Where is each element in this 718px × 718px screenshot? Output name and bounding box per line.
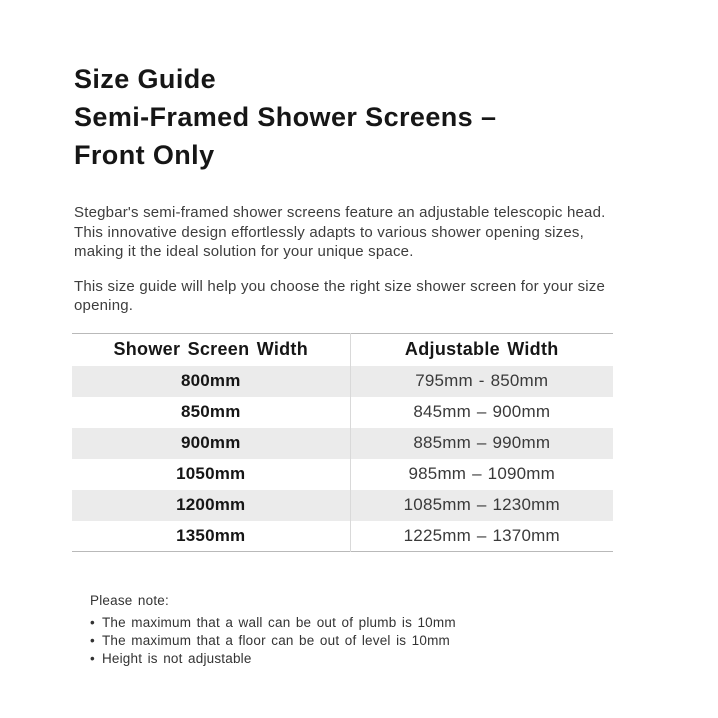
table-row (72, 428, 613, 459)
list-item (90, 650, 456, 668)
screen-width-cell: 900mm (72, 428, 350, 459)
size-table (72, 333, 613, 552)
intro-paragraph-2: This size guide will help you choose the right size shower screen for your size opening. (74, 277, 606, 314)
list-item (90, 614, 456, 632)
notes-section (90, 592, 456, 668)
adjustable-width-cell: 795mm - 850mm (415, 371, 549, 390)
adjustable-width-cell: 1085mm – 1230mm (403, 495, 560, 514)
intro-text (74, 203, 626, 316)
page-title-line-2: Semi-Framed Shower Screens – (74, 102, 497, 132)
page-title (74, 60, 674, 174)
adjustable-width-cell: 985mm – 1090mm (408, 464, 556, 483)
note-text: Height is not adjustable (101, 651, 252, 666)
page-title-line-1: Size Guide (74, 64, 217, 94)
bullet-icon: • (90, 615, 95, 630)
intro-paragraph-1: Stegbar's semi-framed shower screens feature an adjustable telescopic head. This innovative design effortlessly adapts to various shower opening sizes, making it the ideal solution for your unique space. (74, 204, 606, 260)
bullet-icon: • (90, 651, 95, 666)
note-text: The maximum that a wall can be out of plumb is 10mm (101, 615, 456, 630)
table-header-row (72, 334, 613, 366)
adjustable-width-cell: 845mm – 900mm (413, 402, 551, 421)
table-row (72, 397, 613, 428)
table-row (72, 521, 613, 552)
screen-width-cell: 850mm (72, 397, 350, 428)
screen-width-cell: 1350mm (72, 521, 350, 552)
adjustable-width-cell: 1225mm – 1370mm (403, 525, 560, 545)
list-item (90, 632, 456, 650)
column-header-screen-width: Shower Screen Width (72, 334, 350, 366)
screen-width-cell: 800mm (72, 366, 350, 397)
screen-width-cell: 1200mm (72, 490, 350, 521)
note-text: The maximum that a floor can be out of level is 10mm (101, 633, 450, 648)
table-row (72, 366, 613, 397)
notes-list (90, 614, 456, 668)
column-header-adjustable-width: Adjustable Width (404, 339, 559, 360)
adjustable-width-cell: 885mm – 990mm (413, 433, 551, 452)
page-title-line-3: Front Only (74, 140, 215, 170)
bullet-icon: • (90, 633, 95, 648)
table-row (72, 490, 613, 521)
notes-heading: Please note: (90, 593, 169, 608)
table-row (72, 459, 613, 490)
screen-width-cell: 1050mm (72, 459, 350, 490)
